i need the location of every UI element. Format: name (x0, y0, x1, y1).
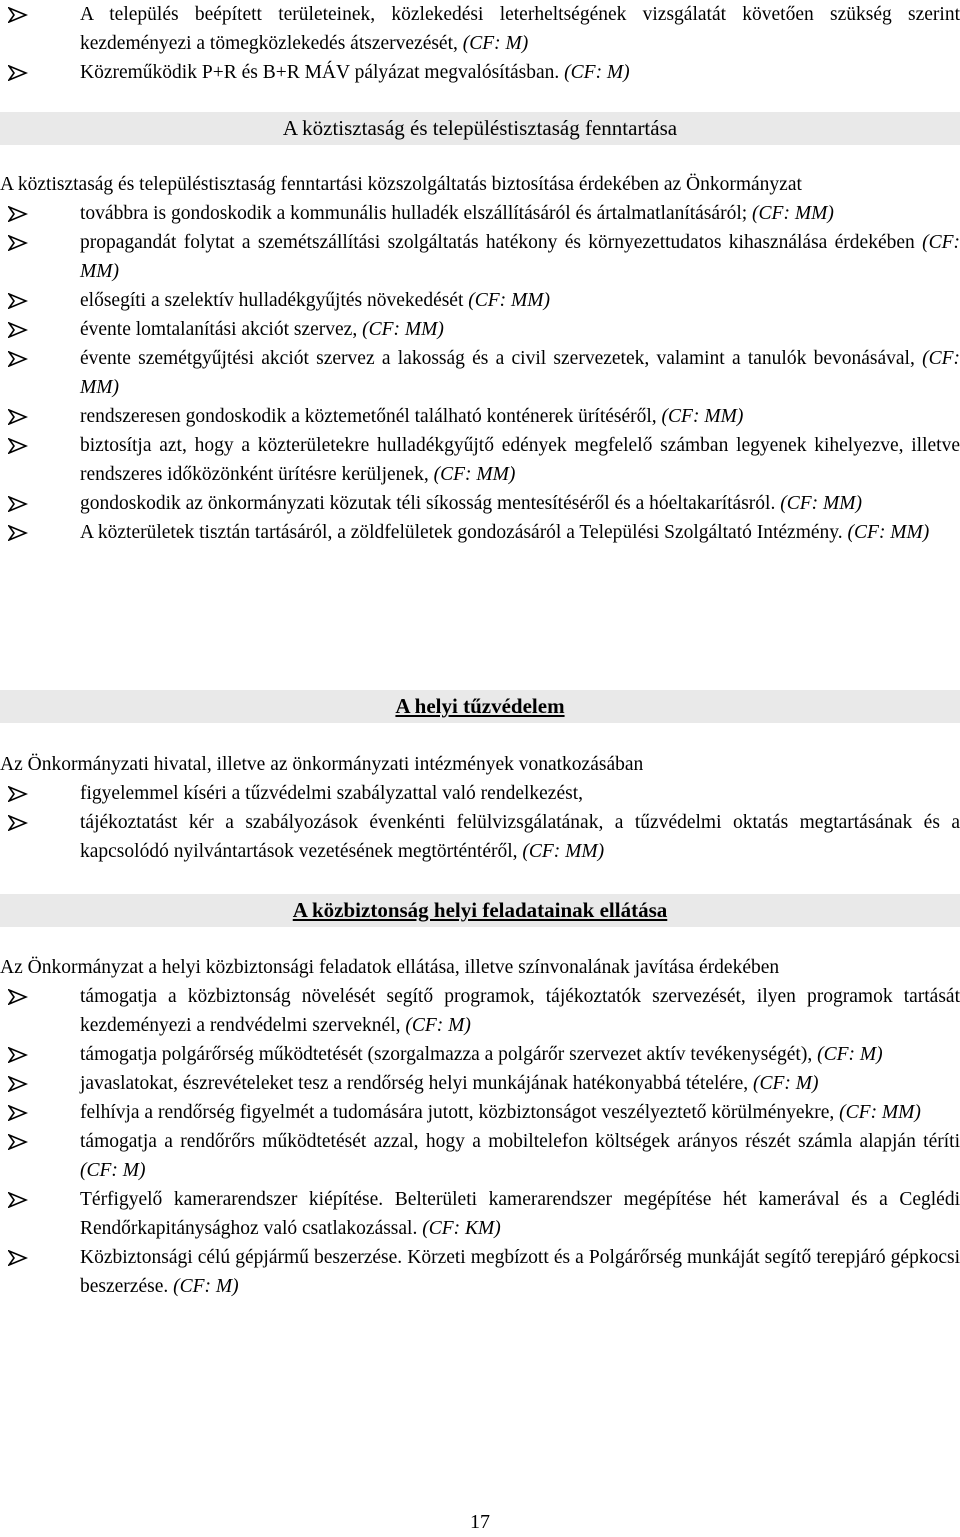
arrow-bullet-icon (8, 518, 30, 547)
list-item (0, 982, 960, 1040)
list-item-text: támogatja a közbiztonság növelését segítő programok, tájékoztatók szervezését, ilyen programok tartását kezdeményezi a rendvédelmi szerveknél, (80, 986, 960, 1036)
list-item-text: támogatja a rendőrőrs működtetését azzal, hogy a mobiltelefon költségek arányos részét számla alapján téríti (80, 1131, 960, 1152)
section-heading-fire-protection (0, 690, 960, 723)
list-item (0, 1127, 960, 1185)
bullet-list (0, 0, 960, 87)
list-item-text: A település beépített területeinek, közlekedési leterheltségének vizsgálatát követően szükség szerint kezdeményezi a tömegközlekedés átszervezését, (80, 4, 960, 54)
arrow-bullet-icon (8, 1127, 30, 1156)
list-item (0, 1243, 960, 1301)
responsibility-code: (CF: MM) (780, 493, 862, 514)
list-item (0, 344, 960, 402)
list-item-text: javaslatokat, észrevételeket tesz a rendőrség helyi munkájának hatékonyabbá tételére, (80, 1073, 753, 1094)
arrow-bullet-icon (8, 982, 30, 1011)
section-fire-protection (0, 750, 960, 866)
list-item (0, 286, 960, 315)
list-item (0, 0, 960, 58)
list-item-text: rendszeresen gondoskodik a köztemetőnél található konténerek ürítéséről, (80, 406, 662, 427)
responsibility-code: (CF: MM) (468, 290, 551, 311)
responsibility-code: (CF: MM) (661, 406, 744, 427)
list-item-text: tájékoztatást kér a szabályozások évenkénti felülvizsgálatának, a tűzvédelmi oktatás megtartásának és a kapcsolódó nyilvántartások vezetésének megtörténtéről, (80, 812, 960, 862)
top-bullet-list (0, 0, 960, 87)
responsibility-code: (CF: M) (752, 1073, 819, 1094)
list-item (0, 402, 960, 431)
list-item-text: felhívja a rendőrség figyelmét a tudomására jutott, közbiztonságot veszélyeztető körülményekre, (80, 1102, 840, 1123)
list-item (0, 1040, 960, 1069)
list-item (0, 431, 960, 489)
list-item-text: továbbra is gondoskodik a kommunális hulladék elszállításáról és ártalmatlanításáról; (80, 203, 753, 224)
arrow-bullet-icon (8, 286, 30, 315)
list-item (0, 315, 960, 344)
responsibility-code: (CF: M) (405, 1015, 471, 1036)
bullet-list (0, 779, 960, 866)
responsibility-code: (CF: M) (80, 1160, 146, 1181)
arrow-bullet-icon (8, 1243, 30, 1272)
responsibility-code: (CF: MM) (433, 464, 516, 485)
responsibility-code: (CF: MM) (839, 1102, 921, 1123)
responsibility-code: (CF: MM) (752, 203, 834, 224)
list-item (0, 228, 960, 286)
responsibility-code: (CF: M) (564, 62, 630, 83)
arrow-bullet-icon (8, 1185, 30, 1214)
arrow-bullet-icon (8, 315, 30, 344)
list-item-text: A közterületek tisztán tartásáról, a zöldfelületek gondozásáról a Települési Szolgáltató Intézmény. (80, 522, 848, 543)
list-item-text: gondoskodik az önkormányzati közutak téli síkosság mentesítéséről és a hóeltakarításról. (80, 493, 781, 514)
arrow-bullet-icon (8, 199, 30, 228)
responsibility-code: (CF: M) (817, 1044, 883, 1065)
arrow-bullet-icon (8, 431, 30, 460)
list-item (0, 1098, 960, 1127)
arrow-bullet-icon (8, 402, 30, 431)
bullet-list (0, 199, 960, 547)
list-item-text: propagandát folytat a szemétszállítási szolgáltatás hatékony és környezettudatos kihasználása érdekében (80, 232, 923, 253)
responsibility-code: (CF: MM) (362, 319, 444, 340)
list-item (0, 779, 960, 808)
responsibility-code: (CF: MM) (522, 841, 605, 862)
responsibility-code: (CF: KM) (422, 1218, 501, 1239)
arrow-bullet-icon (8, 228, 30, 257)
section-heading-text: A helyi tűzvédelem (395, 694, 565, 718)
section-intro: Az Önkormányzat a helyi közbiztonsági feladatok ellátása, illetve színvonalának javítása érdekében (0, 957, 780, 978)
list-item-text: Közreműködik P+R és B+R MÁV pályázat megvalósításban. (80, 62, 565, 83)
list-item (0, 1185, 960, 1243)
section-intro: A köztisztaság és településtisztaság fenntartási közszolgáltatás biztosítása érdekében az Önkormányzat (0, 174, 802, 195)
arrow-bullet-icon (8, 808, 30, 837)
list-item (0, 518, 960, 547)
arrow-bullet-icon (8, 344, 30, 373)
section-public-safety (0, 953, 960, 1301)
list-item (0, 199, 960, 228)
page-number: 17 (470, 1511, 490, 1533)
section-cleanliness (0, 170, 960, 547)
responsibility-code: (CF: M) (462, 33, 529, 54)
section-heading-cleanliness (0, 112, 960, 145)
list-item-text: biztosítja azt, hogy a közterületekre hulladékgyűjtő edények megfelelő számban legyenek kihelyezve, illetve rendszeres időközönként ürítésre kerüljenek, (80, 435, 960, 485)
arrow-bullet-icon (8, 489, 30, 518)
arrow-bullet-icon (8, 58, 30, 87)
arrow-bullet-icon (8, 0, 30, 29)
list-item (0, 489, 960, 518)
responsibility-code: (CF: MM) (847, 522, 930, 543)
responsibility-code: (CF: MM) (80, 348, 960, 398)
arrow-bullet-icon (8, 1098, 30, 1127)
list-item-text: elősegíti a szelektív hulladékgyűjtés növekedését (80, 290, 469, 311)
arrow-bullet-icon (8, 779, 30, 808)
responsibility-code: (CF: M) (173, 1276, 239, 1297)
arrow-bullet-icon (8, 1069, 30, 1098)
list-item (0, 808, 960, 866)
list-item-text: évente lomtalanítási akciót szervez, (80, 319, 363, 340)
list-item-text: figyelemmel kíséri a tűzvédelmi szabályzattal való rendelkezést, (80, 783, 583, 804)
section-heading-text: A köztisztaság és településtisztaság fenntartása (282, 116, 678, 140)
responsibility-code: (CF: MM) (80, 232, 960, 282)
list-item (0, 1069, 960, 1098)
bullet-list (0, 982, 960, 1301)
list-item-text: évente szemétgyűjtési akciót szervez a lakosság és a civil szervezetek, valamint a tanulók bevonásával, (80, 348, 923, 369)
section-heading-text: A közbiztonság helyi feladatainak ellátása (292, 898, 668, 922)
list-item (0, 58, 960, 87)
list-item-text: támogatja polgárőrség működtetését (szorgalmazza a polgárőr szervezet aktív tevékenységét), (80, 1044, 818, 1065)
section-intro: Az Önkormányzati hivatal, illetve az önkormányzati intézmények vonatkozásában (0, 754, 644, 775)
list-item-text: Közbiztonsági célú gépjármű beszerzése. Körzeti megbízott és a Polgárőrség munkáját segítő terepjáró gépkocsi beszerzése. (80, 1247, 960, 1297)
list-item-text: Térfigyelő kamerarendszer kiépítése. Belterületi kamerarendszer megépítése hét kamerával és a Ceglédi Rendőrkapitánysághoz való csatlakozással. (80, 1189, 960, 1239)
section-heading-public-safety (0, 894, 960, 927)
arrow-bullet-icon (8, 1040, 30, 1069)
